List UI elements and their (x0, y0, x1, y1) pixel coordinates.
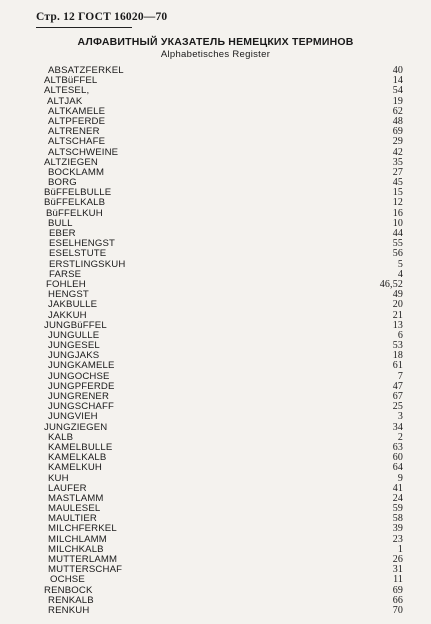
entry-number: 49 (392, 289, 403, 301)
entry-number: 46,52 (379, 278, 403, 290)
entry-number: 4 (397, 268, 403, 280)
entry-term: RENKUH (48, 604, 90, 616)
entry-number: 1 (397, 543, 403, 555)
entry-number: 70 (392, 604, 403, 616)
entry-term: ALTPFERDE (48, 115, 106, 127)
entry-number: 60 (392, 452, 403, 464)
entry-term: ALTBüFFEL (44, 75, 98, 87)
page-header: Стр. 12 ГОСТ 16020—70 (36, 11, 168, 23)
entry-number: 35 (392, 156, 403, 168)
entry-number: 54 (392, 85, 403, 97)
entry-number: 31 (392, 564, 403, 576)
entry-number: 61 (392, 360, 403, 372)
entry-term: LAUFER (48, 482, 87, 494)
entry-term: ALTESEL, (44, 85, 90, 97)
entry-number: 39 (392, 523, 403, 535)
entry-term: JUNGZIEGEN (44, 421, 108, 433)
index-title: АЛФАВИТНЫЙ УКАЗАТЕЛЬ НЕМЕЦКИХ ТЕРМИНОВ (77, 36, 354, 48)
entry-number: 20 (392, 299, 403, 311)
entry-number: 40 (392, 65, 403, 76)
entry-term: MAULESEL (48, 503, 101, 515)
entry-number: 69 (392, 126, 403, 138)
entry-number: 3 (397, 411, 403, 423)
entry-number: 27 (392, 166, 403, 178)
entry-term: BüFFELBULLE (44, 187, 112, 199)
entry-number: 45 (392, 177, 403, 189)
entry-number: 5 (397, 258, 403, 270)
entry-term: ESELSTUTE (49, 248, 107, 260)
entry-term: ESELHENGST (49, 238, 116, 250)
entry-number: 14 (392, 75, 403, 87)
entry-term: JUNGOCHSE (48, 370, 110, 382)
entry-number: 16 (392, 207, 403, 219)
entry-number: 2 (397, 431, 403, 443)
entry-number: 13 (392, 319, 403, 331)
entry-term: KAMELKUH (48, 462, 102, 474)
entry-number: 67 (392, 391, 403, 402)
entry-number: 25 (392, 401, 403, 413)
index-entry (0, 300, 431, 310)
entry-number: 11 (393, 574, 403, 586)
entry-number: 26 (392, 554, 403, 565)
entry-term: KAMELBULLE (48, 441, 113, 453)
entry-number: 41 (392, 482, 403, 494)
index-entry (0, 137, 431, 147)
entry-term: MASTLAMM (48, 492, 104, 504)
header-rule (36, 27, 132, 28)
entry-term: JAKKUH (48, 309, 87, 321)
entry-term: BüFFELKUH (46, 207, 103, 219)
entry-term: BüFFELKALB (44, 197, 106, 209)
entry-term: JUNGULLE (48, 329, 100, 341)
entry-term: ALTKAMELE (48, 105, 106, 117)
entry-term: HENGST (48, 289, 89, 301)
entry-number: 42 (392, 146, 403, 158)
entry-number: 18 (392, 350, 403, 362)
entry-term: JUNGVIEH (48, 411, 98, 423)
entry-number: 6 (397, 329, 403, 341)
entry-term: BOCKLAMM (48, 166, 105, 178)
entry-term: ALTZIEGEN (44, 156, 98, 168)
entry-number: 19 (392, 95, 403, 107)
index-entry (0, 463, 431, 473)
entry-number: 29 (392, 136, 403, 148)
entry-term: KUH (48, 472, 69, 484)
entry-term: ABSATZFERKEL (48, 65, 124, 76)
entry-term: FARSE (49, 268, 82, 280)
entry-term: JUNGKAMELE (48, 360, 115, 372)
entry-number: 48 (392, 115, 403, 127)
entry-number: 9 (397, 472, 403, 484)
entry-term: MILCHLAMM (48, 533, 107, 545)
entry-term: RENKALB (48, 594, 94, 606)
entry-term: FOHLEH (46, 278, 86, 290)
entry-number: 10 (392, 217, 403, 229)
entry-number: 62 (392, 105, 403, 117)
entry-term: MILCHKALB (48, 543, 104, 555)
entry-number: 15 (392, 187, 403, 199)
entry-term: ALTSCHAFE (48, 136, 106, 148)
entry-term: OCHSE (50, 574, 85, 586)
entry-term: JUNGPFERDE (48, 380, 115, 392)
entry-term: ALTRENER (48, 126, 100, 138)
entry-term: KAMELKALB (48, 452, 107, 464)
entry-term: MAULTIER (48, 513, 97, 525)
entry-term: BORG (48, 177, 77, 189)
entry-term: MUTTERSCHAF (48, 564, 123, 576)
entry-term: ERSTLINGSKUH (49, 258, 126, 270)
index-entry (0, 606, 431, 616)
entry-number: 12 (392, 197, 403, 209)
entry-number: 21 (392, 309, 403, 321)
entry-term: MILCHFERKEL (48, 523, 117, 535)
index-subtitle: Alphabetisches Register (160, 49, 271, 60)
entry-number: 55 (392, 238, 403, 250)
entry-term: JUNGBüFFEL (44, 319, 107, 331)
entry-term: ALTJAK (47, 95, 83, 107)
entry-number: 34 (392, 421, 403, 433)
entry-term: JUNGESEL (48, 340, 100, 352)
term-index-list (0, 66, 431, 616)
entry-term: ALTSCHWEINE (48, 146, 119, 158)
entry-number: 56 (392, 248, 403, 260)
entry-term: EBER (49, 228, 76, 239)
entry-number: 59 (392, 503, 403, 515)
entry-number: 23 (392, 533, 403, 545)
entry-number: 69 (392, 584, 403, 596)
entry-term: BULL (48, 217, 73, 229)
entry-term: JUNGSCHAFF (48, 401, 114, 413)
entry-number: 47 (392, 380, 403, 392)
entry-number: 58 (392, 513, 403, 525)
entry-number: 63 (392, 441, 403, 453)
entry-term: JUNGRENER (48, 391, 110, 402)
entry-term: RENBOCK (44, 584, 93, 596)
entry-number: 53 (392, 340, 403, 352)
entry-term: JAKBULLE (48, 299, 98, 311)
entry-term: KALB (48, 431, 74, 443)
entry-number: 44 (392, 228, 403, 239)
entry-number: 66 (392, 594, 403, 606)
entry-number: 7 (397, 370, 403, 382)
entry-number: 24 (392, 492, 403, 504)
entry-number: 64 (392, 462, 403, 474)
entry-term: JUNGJAKS (48, 350, 100, 362)
entry-term: MUTTERLAMM (48, 554, 118, 565)
